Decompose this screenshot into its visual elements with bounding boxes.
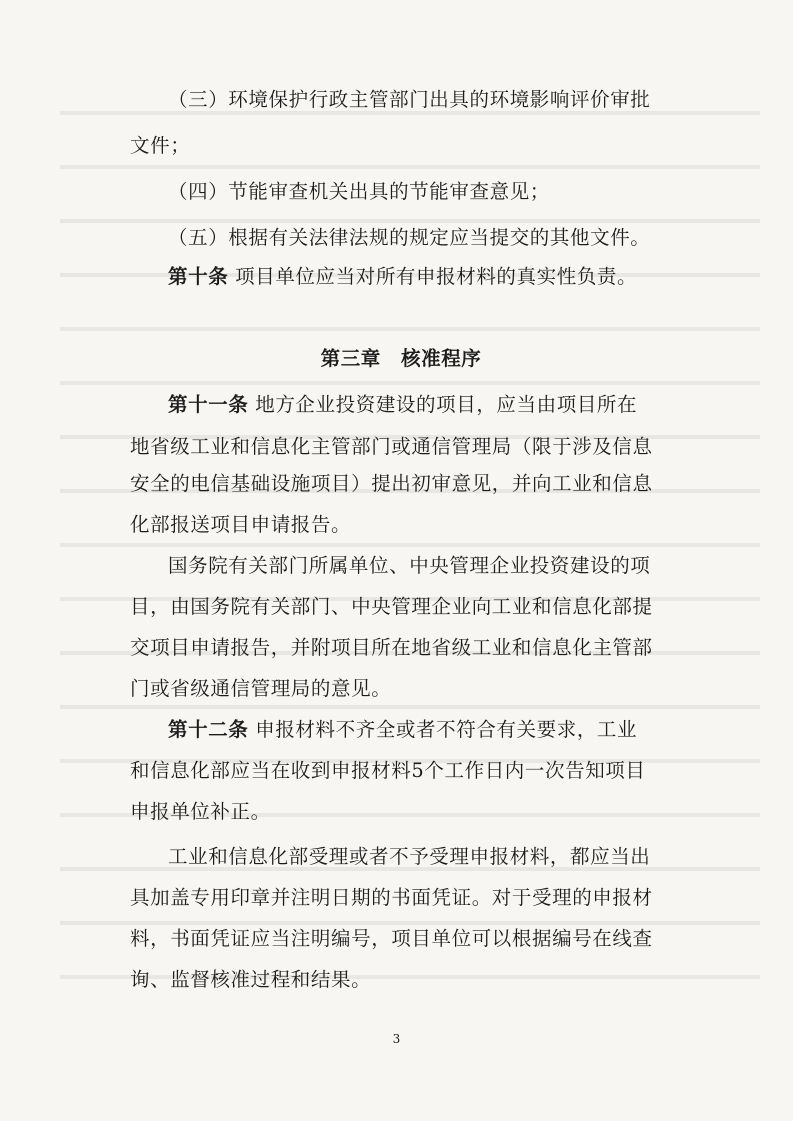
article-text: 地方企业投资建设的项目，应当由项目所在 <box>255 393 638 416</box>
paragraph-line: （四）节能审查机关出具的节能审查意见； <box>168 180 550 203</box>
paragraph-line: 化部报送项目申请报告。 <box>130 513 352 536</box>
paragraph-line: 地省级工业和信息化主管部门或通信管理局（限于涉及信息 <box>130 435 653 458</box>
paragraph-line: 国务院有关部门所属单位、中央管理企业投资建设的项 <box>168 554 651 577</box>
paragraph-line: 交项目申请报告，并附项目所在地省级工业和信息化主管部 <box>130 636 653 659</box>
paragraph-line: 门或省级通信管理局的意见。 <box>130 677 392 700</box>
paragraph-line: 安全的电信基础设施项目）提出初审意见，并向工业和信息 <box>130 472 653 495</box>
paragraph-line: （三）环境保护行政主管部门出具的环境影响评价审批 <box>168 88 651 111</box>
paragraph-line: 目，由国务院有关部门、中央管理企业向工业和信息化部提 <box>130 595 653 618</box>
article-10-line <box>168 262 672 292</box>
article-12-line <box>168 715 672 745</box>
paragraph-line: 询、监督核准过程和结果。 <box>130 968 372 991</box>
paragraph-line: 申报单位补正。 <box>130 800 271 823</box>
article-text: 申报材料不齐全或者不符合有关要求，工业 <box>255 718 638 741</box>
paragraph-line: （五）根据有关法律法规的规定应当提交的其他文件。 <box>168 226 651 249</box>
article-label: 第十条 <box>168 265 229 288</box>
page-number: 3 <box>392 1032 401 1046</box>
paragraph-line: 具加盖专用印章并注明日期的书面凭证。对于受理的申报材 <box>130 886 653 909</box>
paragraph-line: 和信息化部应当在收到申报材料5个工作日内一次告知项目 <box>130 759 646 782</box>
paragraph-line: 文件； <box>130 134 191 157</box>
paragraph-line: 工业和信息化部受理或者不予受理申报材料，都应当出 <box>168 845 651 868</box>
paragraph-line: 料，书面凭证应当注明编号，项目单位可以根据编号在线查 <box>130 927 653 950</box>
article-label: 第十二条 <box>168 718 249 741</box>
article-label: 第十一条 <box>168 393 249 416</box>
article-text: 项目单位应当对所有申报材料的真实性负责。 <box>235 265 638 288</box>
article-11-line <box>168 390 672 420</box>
chapter-heading: 第三章 核准程序 <box>320 347 482 370</box>
